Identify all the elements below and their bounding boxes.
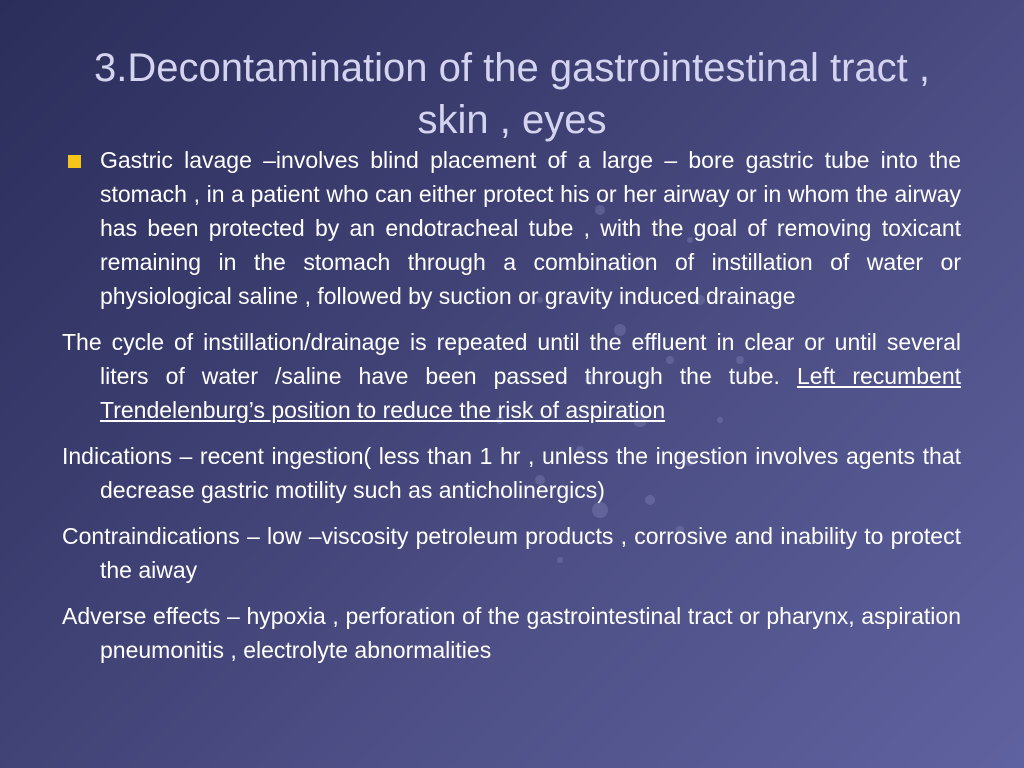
square-bullet-icon (68, 155, 81, 168)
cycle-underlined-text: Left recumbent Trendelenburg’s position to reduce the risk of aspiration (100, 363, 961, 423)
paragraph-cycle (62, 325, 961, 427)
paragraph-contraindications: Contraindications – low –viscosity petroleum products , corrosive and inability to protect the aiway (62, 523, 961, 583)
paragraph-indications: Indications – recent ingestion( less than 1 hr , unless the ingestion involves agents that decrease gastric motility such as anticholinergics) (62, 443, 961, 503)
paragraph-gastric-lavage: Gastric lavage –involves blind placement of a large – bore gastric tube into the stomach , in a patient who can either protect his or her airway or in whom the airway has been protected by an endotracheal tube , with the goal of removing toxicant remaining in the stomach through a combination of instillation of water or physiological saline , followed by suction or gravity induced drainage (100, 147, 961, 309)
slide-title: 3.Decontamination of the gastrointestinal tract , skin , eyes (93, 46, 930, 142)
slide-body (62, 143, 961, 679)
bullet-item-gastric-lavage (62, 143, 961, 313)
cycle-text: The cycle of instillation/drainage is repeated until the effluent in clear or until several liters of water /saline have been passed through the tube. (62, 329, 961, 389)
paragraph-adverse-effects: Adverse effects – hypoxia , perforation of the gastrointestinal tract or pharynx, aspiration pneumonitis , electrolyte abnormalities (62, 603, 961, 663)
